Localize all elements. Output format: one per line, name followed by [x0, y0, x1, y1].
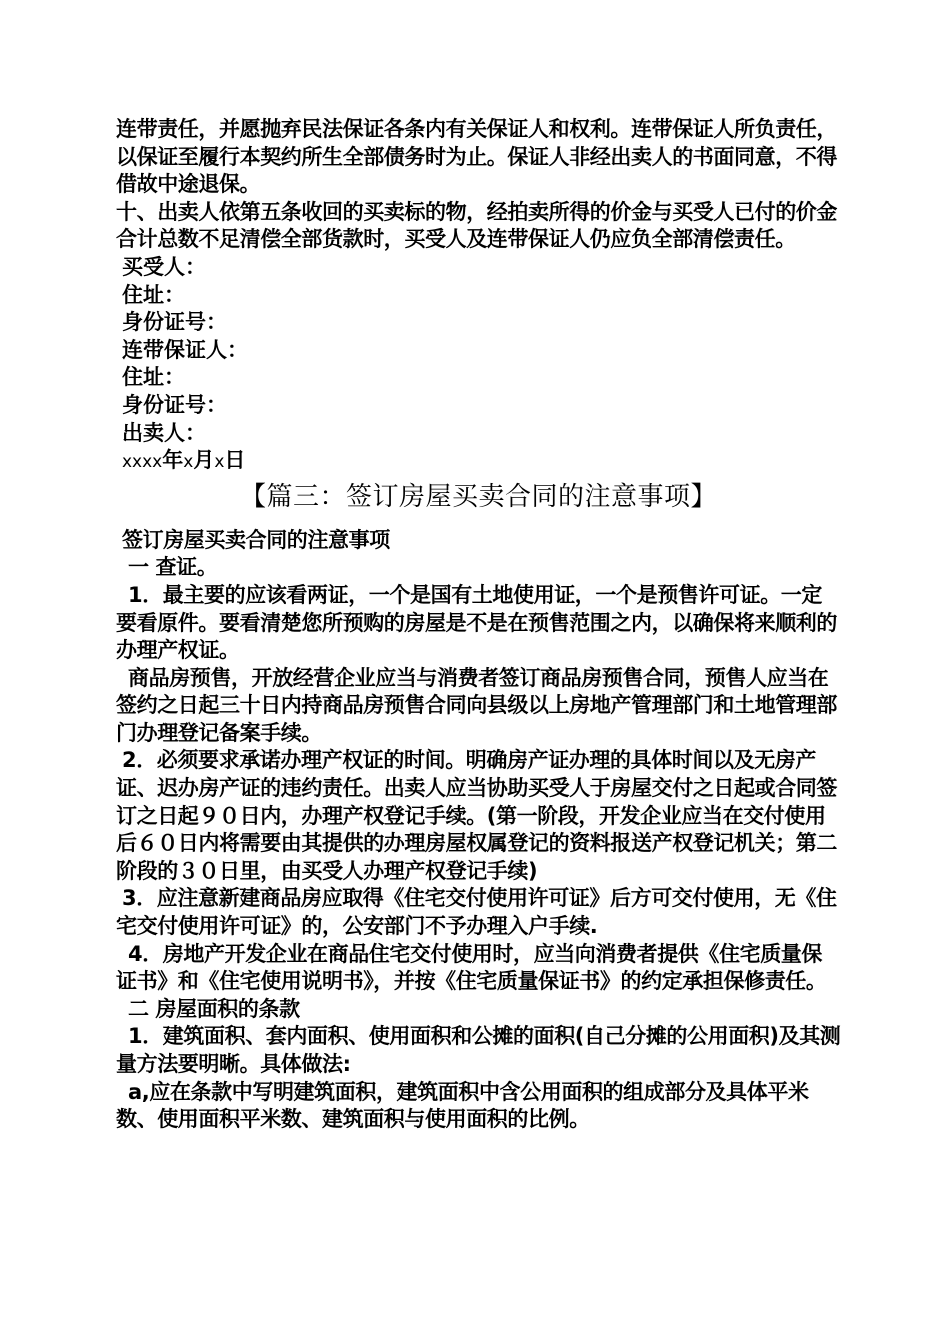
- paragraph-area-a-text: a,应在条款中写明建筑面积，建筑面积中含公用面积的组成部分及具体平米数、使用面积平米数、建筑面积与使用面积的比例。: [116, 1079, 809, 1132]
- paragraph-clause-ten: 十、出卖人依第五条收回的买卖标的物，经拍卖所得的价金与买受人已付的价金合计总数不足清偿全部货款时，买受人及连带保证人仍应负全部清偿责任。: [116, 199, 837, 252]
- date-month-value: x: [183, 452, 194, 473]
- subheading-area: 二 房屋面积的条款: [128, 996, 300, 1021]
- paragraph-item-4: [116, 941, 841, 996]
- field-buyer-address: 住址：: [122, 282, 185, 307]
- paragraph-presale: [116, 665, 841, 748]
- paragraph-item-2: [116, 747, 841, 885]
- paragraph-area-a: [116, 1079, 841, 1134]
- date-day-label: 日: [224, 448, 246, 473]
- field-seller: 出卖人：: [122, 420, 206, 445]
- paragraph-guarantor-liability: 连带责任，并愿抛弃民法保证各条内有关保证人和权利。连带保证人所负责任，以保证至履行本契约所生全部债务时为止。保证人非经出卖人的书面同意，不得借故中途退保。: [116, 117, 837, 197]
- paragraph-item-1: [116, 582, 841, 665]
- field-guarantor-id: 身份证号：: [122, 392, 227, 417]
- signature-date: [116, 447, 841, 477]
- date-day-value: x: [214, 452, 225, 473]
- document-page: [116, 116, 841, 1134]
- subheading-verification: 一 查证。: [128, 555, 218, 580]
- paragraph-item-2-text: 2．必须要求承诺办理产权证的时间。明确房产证办理的具体时间以及无房产证、迟办房产证的违约责任。出卖人应当协助买受人于房屋交付之日起或合同签订之日起９０日内，办理产权登记手续。(第一阶段，开发企业应当在交付使用后６０日内将需要由其提供的办理房屋权属登记的资料报送产权登记机关；第二阶段的３０日里，由买受人办理产权登记手续): [116, 748, 837, 883]
- paragraph-area-1: [116, 1023, 841, 1078]
- paragraph-item-3: [116, 885, 841, 940]
- date-year-value: xxxx: [122, 452, 163, 473]
- paragraph-area-1-text: 1．建筑面积、套内面积、使用面积和公摊的面积(自己分摊的公用面积)及其测量方法要明晰。具体做法:: [116, 1024, 841, 1076]
- field-guarantor-address: 住址：: [122, 365, 185, 390]
- paragraph-item-4-text: 4．房地产开发企业在商品住宅交付使用时，应当向消费者提供《住宅质量保证书》和《住宅使用说明书》，并按《住宅质量保证书》的约定承担保修责任。: [116, 941, 827, 994]
- body-heading: 签订房屋买卖合同的注意事项: [122, 527, 390, 552]
- paragraph-item-1-text: 1．最主要的应该看两证，一个是国有土地使用证，一个是预售许可证。一定要看原件。要看清楚您所预购的房屋是不是在预售范围之内，以确保将来顺利的办理产权证。: [116, 582, 837, 663]
- paragraph-presale-text: 商品房预售，开放经营企业应当与消费者签订商品房预售合同，预售人应当在签约之日起三十日内持商品房预售合同向县级以上房地产管理部门和土地管理部门办理登记备案手续。: [116, 665, 837, 745]
- paragraph-item-3-text: 3．应注意新建商品房应取得《住宅交付使用许可证》后方可交付使用，无《住宅交付使用许可证》的，公安部门不予办理入户手续.: [116, 886, 837, 939]
- field-buyer: 买受人：: [122, 254, 206, 279]
- field-buyer-id: 身份证号：: [122, 310, 227, 335]
- field-guarantor: 连带保证人：: [122, 337, 248, 362]
- date-year-label: 年: [162, 448, 184, 473]
- date-month-label: 月: [193, 448, 215, 473]
- section-title: 【篇三：签订房屋买卖合同的注意事项】: [239, 481, 717, 512]
